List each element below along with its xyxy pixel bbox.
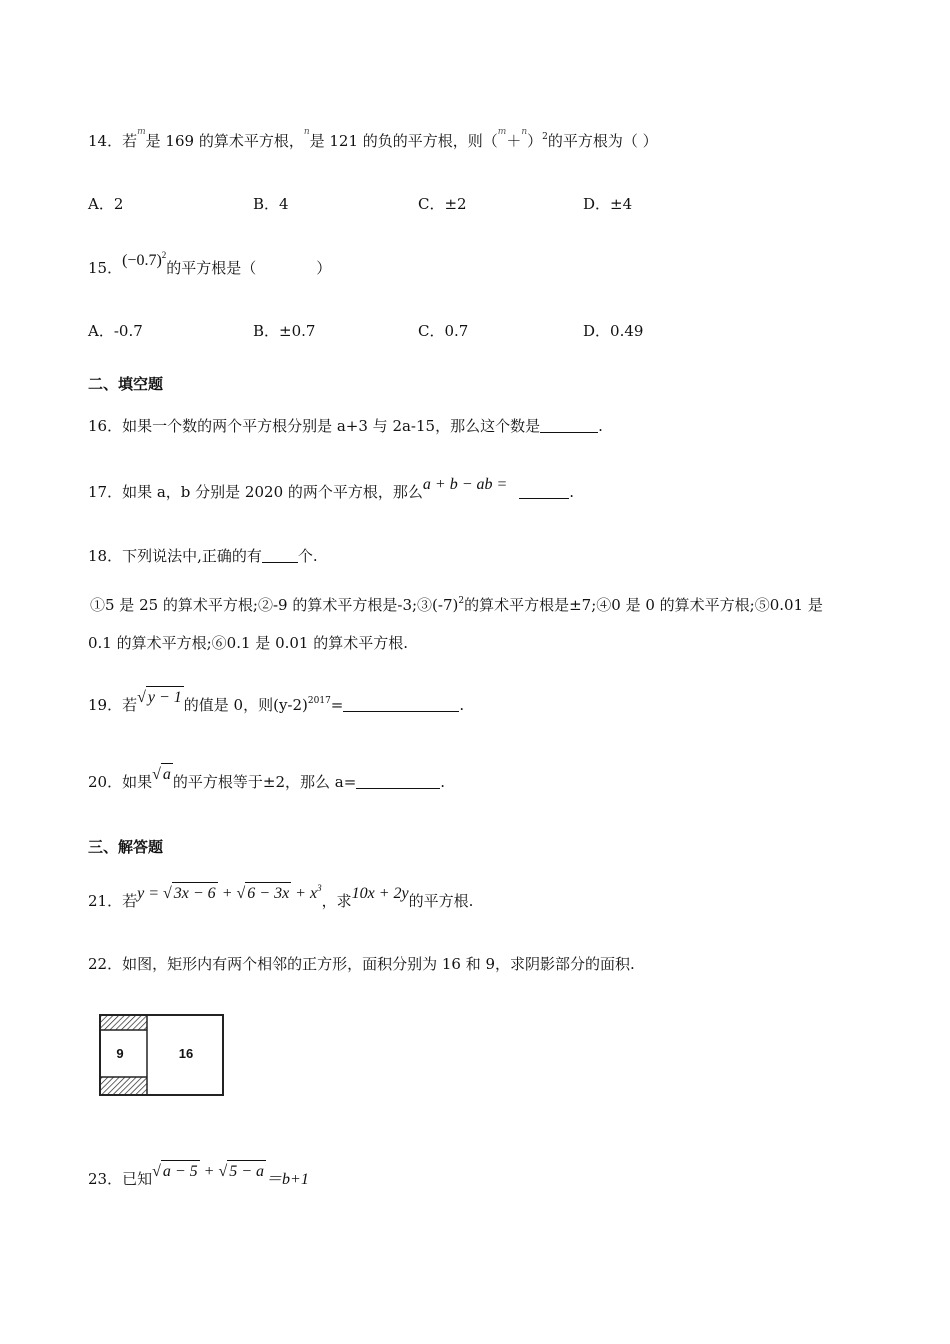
- variable-m-image: m: [137, 127, 146, 137]
- large-square-label: 16: [178, 1046, 194, 1061]
- q14-option-b: B．4: [253, 195, 289, 213]
- q14-option-d: D．±4: [583, 195, 633, 213]
- q15-expression: $(-0.7)^2$: [122, 250, 167, 269]
- question-16: 16．如果一个数的两个平方根分别是 a+3 与 2a-15，那么这个数是 .: [88, 417, 603, 435]
- shaded-region-top: [101, 1016, 147, 1030]
- variable-n-image: n: [303, 127, 310, 137]
- q20-sqrt-expression: √ a: [152, 766, 173, 783]
- q15-option-b: B．±0.7: [253, 322, 316, 340]
- q15-option-d: D．0.49: [583, 322, 644, 340]
- answer-blank-19: [343, 696, 459, 712]
- question-18-statements-line2: 0.1 的算术平方根;⑥0.1 是 0.01 的算术平方根.: [88, 634, 409, 652]
- answer-blank-18: [262, 547, 298, 563]
- question-15: 15．$(-0.7)^2$的平方根是（ ）: [88, 250, 332, 277]
- q14-option-c: C．±2: [418, 195, 467, 213]
- question-18-statements-line1: ①5 是 25 的算术平方根;②-9 的算术平方根是$-3;③(-7)^2$的算术平方根是±7;④0 是 0 的算术平方根;⑤0.01 是: [90, 596, 823, 614]
- q15-option-c: C．0.7: [418, 322, 469, 340]
- answer-blank-16: [540, 417, 598, 433]
- answer-blank-20: [356, 773, 440, 789]
- q14-option-a: A．2: [88, 195, 124, 213]
- question-21: 21．若y = √ 3x − 6 + √ $6 - 3x + x^3$，求10x + 2y的平方根.: [88, 883, 474, 910]
- question-14: 14．若m是 169 的算术平方根，n是 121 的负的平方根，则$(m+n)^2$的平方根为（ ）: [88, 130, 658, 155]
- q19-sqrt-expression: √ y − 1: [137, 689, 184, 706]
- section-heading-fill-in: 二、填空题: [88, 375, 164, 393]
- question-20: 20．如果√ a 的平方根等于±2，那么 a= .: [88, 771, 445, 794]
- q21-equation: y = √ 3x − 6 + √ $6 - 3x + x^3$: [137, 885, 321, 902]
- small-square-label: 9: [116, 1046, 124, 1061]
- question-18: 18．下列说法中,正确的有 个.: [88, 547, 318, 565]
- question-22: 22．如图，矩形内有两个相邻的正方形，面积分别为 16 和 9，求阴影部分的面积.: [88, 955, 635, 973]
- question-23: 23．已知√ a − 5 + √ 5 − a ＝b+1: [88, 1168, 309, 1191]
- rectangle-squares-figure: [98, 1013, 228, 1097]
- q21-target-expression: 10x + 2y: [351, 885, 409, 902]
- question-17: 17．如果 a，b 分别是 2020 的两个平方根，那么a + b − ab = .: [88, 476, 575, 501]
- answer-blank-17: [519, 483, 569, 499]
- shaded-region-bottom: [101, 1077, 147, 1094]
- q23-equation: √ a − 5 + √ 5 − a: [152, 1163, 266, 1180]
- q17-expression: a + b − ab =: [422, 476, 508, 493]
- question-19: 19．若√ y − 1 的值是 0，则$(y-2)^{2017}=$ .: [88, 694, 464, 717]
- q15-option-a: A．-0.7: [88, 322, 143, 340]
- section-heading-solutions: 三、解答题: [88, 838, 164, 856]
